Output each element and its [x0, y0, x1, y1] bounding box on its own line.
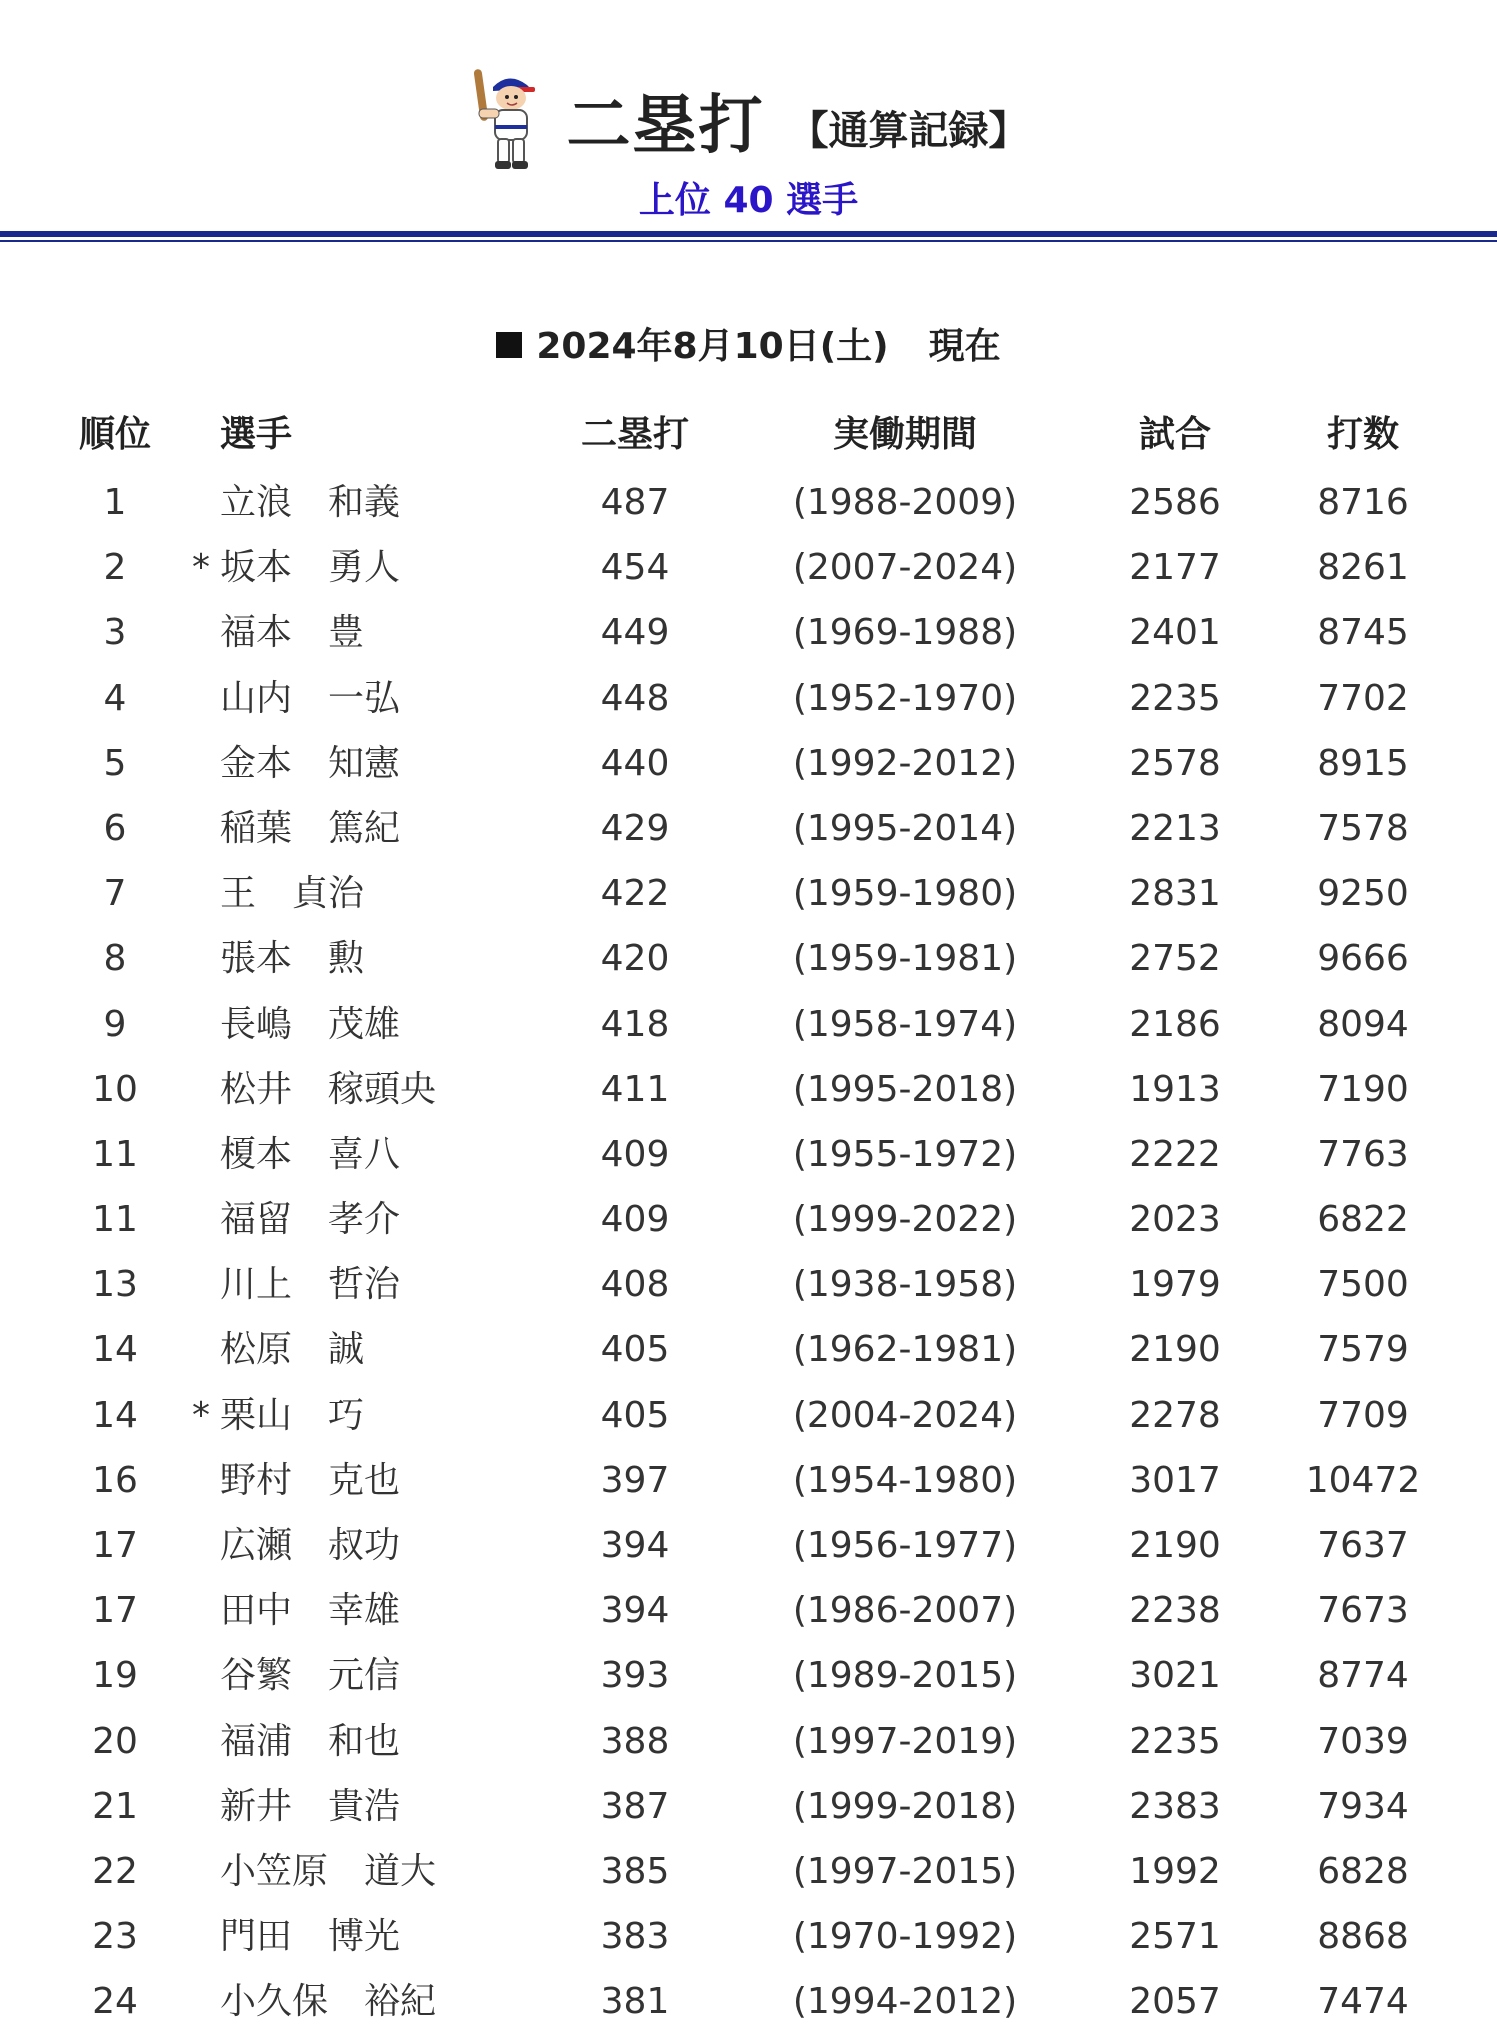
table-row [0, 731, 1497, 796]
at-bats-cell: 8868 [1317, 1916, 1409, 1958]
doubles-cell: 394 [600, 1590, 670, 1632]
table-body [0, 470, 1497, 2035]
games-cell: 2213 [1129, 807, 1221, 849]
rank-cell: 14 [92, 1394, 138, 1436]
column-header-doubles: 二塁打 [580, 414, 689, 455]
player-name-cell [220, 1774, 540, 1839]
table-row [0, 1187, 1497, 1252]
player-family-name: 谷繁 [220, 1655, 293, 1697]
table-row [0, 1839, 1497, 1904]
at-bats-cell: 7709 [1317, 1394, 1409, 1436]
player-given-name: 道大 [364, 1850, 437, 1892]
player-name-cell [220, 1383, 540, 1448]
player-family-name: 川上 [220, 1264, 293, 1306]
player-name-cell [220, 1709, 540, 1774]
period-cell: (1959-1981) [792, 938, 1018, 980]
rank-cell: 7 [103, 873, 127, 915]
table-row [0, 1252, 1497, 1317]
header-divider-thick [0, 231, 1497, 237]
at-bats-cell: 10472 [1305, 1459, 1421, 1501]
games-cell: 1979 [1129, 1264, 1221, 1306]
table-row [0, 470, 1497, 535]
rank-cell: 14 [92, 1329, 138, 1371]
table-row [0, 1317, 1497, 1382]
player-family-name: 山内 [220, 677, 293, 719]
table-row [0, 796, 1497, 861]
games-cell: 2190 [1129, 1525, 1221, 1566]
doubles-cell: 487 [600, 482, 670, 523]
player-given-name: 勇人 [328, 547, 401, 589]
at-bats-cell: 6822 [1317, 1199, 1409, 1241]
rank-cell: 1 [103, 482, 127, 523]
games-cell: 1992 [1129, 1850, 1221, 1892]
player-family-name: 福浦 [220, 1720, 293, 1762]
doubles-cell: 387 [600, 1785, 670, 1827]
games-cell: 2235 [1129, 677, 1221, 719]
doubles-cell: 418 [600, 1003, 670, 1045]
period-cell: (1994-2012) [792, 1981, 1018, 2023]
player-family-name: 小笠原 [220, 1850, 329, 1892]
table-row [0, 926, 1497, 991]
player-name-cell [220, 926, 540, 991]
player-name-cell [220, 535, 540, 600]
at-bats-cell: 7637 [1317, 1525, 1409, 1566]
doubles-cell: 397 [600, 1459, 670, 1501]
period-cell: (1999-2018) [792, 1785, 1018, 1827]
rank-cell: 16 [92, 1459, 138, 1501]
period-cell: (1999-2022) [792, 1199, 1018, 1241]
header-divider-thin [0, 240, 1497, 242]
games-cell: 2235 [1129, 1720, 1221, 1762]
at-bats-cell: 8094 [1317, 1003, 1409, 1045]
games-cell: 3017 [1129, 1459, 1221, 1501]
period-cell: (1997-2015) [792, 1850, 1018, 1892]
rank-cell: 10 [92, 1068, 138, 1110]
period-cell: (1995-2018) [792, 1068, 1018, 1110]
player-family-name: 福本 [220, 612, 293, 654]
player-given-name: 知憲 [328, 742, 401, 784]
at-bats-cell: 7702 [1317, 677, 1409, 719]
player-given-name: 貞治 [292, 873, 365, 915]
player-family-name: 松原 [220, 1329, 293, 1371]
period-cell: (1956-1977) [792, 1525, 1018, 1566]
doubles-cell: 388 [600, 1720, 670, 1762]
doubles-cell: 448 [600, 677, 670, 719]
page-title: 二塁打 [566, 89, 765, 163]
rank-cell: 21 [92, 1785, 138, 1827]
at-bats-cell: 7474 [1317, 1981, 1409, 2023]
doubles-cell: 385 [600, 1850, 670, 1892]
at-bats-cell: 7934 [1317, 1785, 1409, 1827]
player-family-name: 小久保 [220, 1981, 329, 2023]
player-given-name: 勲 [328, 938, 365, 980]
player-given-name: 一弘 [328, 677, 401, 719]
player-name-cell [220, 1839, 540, 1904]
player-name-cell [220, 1969, 540, 2034]
player-name-cell [220, 666, 540, 731]
column-header-games: 試合 [1138, 414, 1211, 455]
player-given-name: 孝介 [328, 1199, 401, 1241]
table-row [0, 1122, 1497, 1187]
rank-cell: 2 [103, 547, 127, 589]
table-row [0, 1643, 1497, 1708]
column-header-rank: 順位 [78, 414, 151, 455]
games-cell: 2190 [1129, 1329, 1221, 1371]
at-bats-cell: 8745 [1317, 612, 1409, 654]
doubles-cell: 440 [600, 742, 670, 784]
games-cell: 2578 [1129, 742, 1221, 784]
doubles-cell: 408 [600, 1264, 670, 1306]
player-given-name: 裕紀 [364, 1981, 437, 2023]
active-player-marker: * [192, 547, 210, 589]
period-cell: (1955-1972) [792, 1133, 1018, 1175]
player-family-name: 王 [220, 873, 257, 915]
player-given-name: 幸雄 [328, 1590, 401, 1632]
at-bats-cell: 8716 [1317, 482, 1409, 523]
player-name-cell [220, 1187, 540, 1252]
player-given-name: 和義 [328, 482, 401, 523]
games-cell: 2186 [1129, 1003, 1221, 1045]
period-cell: (1986-2007) [792, 1590, 1018, 1632]
rank-cell: 6 [103, 807, 127, 849]
table-row [0, 992, 1497, 1057]
player-given-name: 貴浩 [328, 1785, 401, 1827]
rank-cell: 24 [92, 1981, 138, 2023]
rank-cell: 3 [103, 612, 127, 654]
doubles-cell: 454 [600, 547, 670, 589]
player-given-name: 哲治 [328, 1264, 401, 1306]
games-cell: 1913 [1129, 1068, 1221, 1110]
doubles-cell: 405 [600, 1329, 670, 1371]
games-cell: 2383 [1129, 1785, 1221, 1827]
player-name-cell [220, 1448, 540, 1513]
player-family-name: 稲葉 [220, 807, 293, 849]
period-cell: (1992-2012) [792, 742, 1018, 784]
period-cell: (2004-2024) [792, 1394, 1018, 1436]
rank-cell: 11 [92, 1199, 138, 1241]
table-row [0, 600, 1497, 665]
games-cell: 2752 [1129, 938, 1221, 980]
player-family-name: 榎本 [220, 1133, 293, 1175]
player-family-name: 金本 [220, 742, 293, 784]
at-bats-cell: 6828 [1317, 1850, 1409, 1892]
table-row [0, 861, 1497, 926]
player-given-name: 豊 [328, 612, 365, 654]
page-subtitle: 上位 40 選手 [638, 180, 859, 221]
period-cell: (1969-1988) [792, 612, 1018, 654]
at-bats-cell: 9666 [1317, 938, 1409, 980]
column-header-at-bats: 打数 [1326, 414, 1399, 455]
as-of-date: 2024年8月10日(土) [536, 326, 889, 367]
doubles-cell: 420 [600, 938, 670, 980]
player-name-cell [220, 731, 540, 796]
doubles-cell: 409 [600, 1199, 670, 1241]
player-name-cell [220, 1317, 540, 1382]
as-of-suffix: 現在 [928, 326, 1001, 367]
table-row [0, 1709, 1497, 1774]
square-bullet-icon [496, 332, 522, 358]
doubles-cell: 405 [600, 1394, 670, 1436]
doubles-cell: 393 [600, 1655, 670, 1697]
records-table [0, 400, 1497, 2035]
period-cell: (1938-1958) [792, 1264, 1018, 1306]
doubles-cell: 394 [600, 1525, 670, 1566]
table-row [0, 1383, 1497, 1448]
games-cell: 2278 [1129, 1394, 1221, 1436]
rank-cell: 9 [103, 1003, 127, 1045]
page-title-suffix: 【通算記録】 [788, 107, 1029, 154]
player-name-cell [220, 861, 540, 926]
player-name-cell [220, 992, 540, 1057]
table-row [0, 1969, 1497, 2034]
player-given-name: 茂雄 [328, 1003, 401, 1045]
player-given-name: 稼頭央 [328, 1068, 437, 1110]
table-row [0, 1057, 1497, 1122]
player-name-cell [220, 1252, 540, 1317]
at-bats-cell: 7190 [1317, 1068, 1409, 1110]
doubles-cell: 449 [600, 612, 670, 654]
player-given-name: 和也 [328, 1720, 401, 1762]
doubles-cell: 383 [600, 1916, 670, 1958]
player-given-name: 喜八 [328, 1133, 401, 1175]
active-player-marker: * [192, 1394, 210, 1436]
period-cell: (1997-2019) [792, 1720, 1018, 1762]
rank-cell: 13 [92, 1264, 138, 1306]
period-cell: (1988-2009) [792, 482, 1018, 523]
table-header-row [0, 400, 1497, 470]
player-family-name: 新井 [220, 1785, 293, 1827]
games-cell: 3021 [1129, 1655, 1221, 1697]
player-given-name: 誠 [328, 1329, 365, 1371]
period-cell: (1959-1980) [792, 873, 1018, 915]
player-family-name: 栗山 [220, 1394, 293, 1436]
games-cell: 2238 [1129, 1590, 1221, 1632]
player-family-name: 長嶋 [220, 1003, 293, 1045]
games-cell: 2571 [1129, 1916, 1221, 1958]
player-name-cell [220, 1578, 540, 1643]
player-name-cell [220, 1513, 540, 1578]
player-name-cell [220, 470, 540, 535]
rank-cell: 23 [92, 1916, 138, 1958]
table-row [0, 1448, 1497, 1513]
games-cell: 2831 [1129, 873, 1221, 915]
doubles-cell: 381 [600, 1981, 670, 2023]
column-header-player: 選手 [220, 414, 293, 455]
period-cell: (1958-1974) [792, 1003, 1018, 1045]
at-bats-cell: 7579 [1317, 1329, 1409, 1371]
player-family-name: 門田 [220, 1916, 293, 1958]
rank-cell: 8 [103, 938, 127, 980]
table-row [0, 1774, 1497, 1839]
games-cell: 2023 [1129, 1199, 1221, 1241]
table-row [0, 1578, 1497, 1643]
column-header-period: 実働期間 [832, 414, 977, 455]
player-given-name: 巧 [328, 1394, 365, 1436]
player-given-name: 博光 [328, 1916, 401, 1958]
at-bats-cell: 7763 [1317, 1133, 1409, 1175]
rank-cell: 20 [92, 1720, 138, 1762]
period-cell: (1989-2015) [792, 1655, 1018, 1697]
player-name-cell [220, 1057, 540, 1122]
rank-cell: 4 [103, 677, 127, 719]
rank-cell: 5 [103, 742, 127, 784]
at-bats-cell: 9250 [1317, 873, 1409, 915]
at-bats-cell: 7673 [1317, 1590, 1409, 1632]
table-row [0, 666, 1497, 731]
period-cell: (1952-1970) [792, 677, 1018, 719]
rank-cell: 17 [92, 1590, 138, 1632]
player-given-name: 叔功 [328, 1525, 401, 1566]
at-bats-cell: 7578 [1317, 807, 1409, 849]
at-bats-cell: 8261 [1317, 547, 1409, 589]
at-bats-cell: 7500 [1317, 1264, 1409, 1306]
games-cell: 2586 [1129, 482, 1221, 523]
games-cell: 2057 [1129, 1981, 1221, 2023]
as-of-date-line [0, 318, 1497, 369]
title-row [0, 60, 1497, 180]
period-cell: (1954-1980) [792, 1459, 1018, 1501]
games-cell: 2401 [1129, 612, 1221, 654]
at-bats-cell: 8774 [1317, 1655, 1409, 1697]
player-name-cell [220, 600, 540, 665]
player-given-name: 篤紀 [328, 807, 401, 849]
player-name-cell [220, 1904, 540, 1969]
player-family-name: 広瀬 [220, 1525, 293, 1566]
table-row [0, 1513, 1497, 1578]
table-row [0, 535, 1497, 600]
period-cell: (1995-2014) [792, 807, 1018, 849]
rank-cell: 22 [92, 1850, 138, 1892]
baseball-batter-mascot-icon [469, 65, 539, 175]
games-cell: 2222 [1129, 1133, 1221, 1175]
at-bats-cell: 8915 [1317, 742, 1409, 784]
player-family-name: 福留 [220, 1199, 293, 1241]
player-family-name: 野村 [220, 1459, 293, 1501]
player-family-name: 張本 [220, 938, 293, 980]
page-header [0, 0, 1497, 250]
player-family-name: 坂本 [220, 547, 293, 589]
player-family-name: 立浪 [220, 482, 293, 523]
doubles-cell: 422 [600, 873, 670, 915]
period-cell: (2007-2024) [792, 547, 1018, 589]
rank-cell: 11 [92, 1133, 138, 1175]
player-family-name: 田中 [220, 1590, 293, 1632]
rank-cell: 19 [92, 1655, 138, 1697]
player-name-cell [220, 796, 540, 861]
at-bats-cell: 7039 [1317, 1720, 1409, 1762]
player-given-name: 克也 [328, 1459, 401, 1501]
doubles-cell: 411 [600, 1068, 670, 1110]
doubles-cell: 429 [600, 807, 670, 849]
player-given-name: 元信 [328, 1655, 401, 1697]
player-name-cell [220, 1643, 540, 1708]
period-cell: (1962-1981) [792, 1329, 1018, 1371]
player-family-name: 松井 [220, 1068, 293, 1110]
rank-cell: 17 [92, 1525, 138, 1566]
period-cell: (1970-1992) [792, 1916, 1018, 1958]
games-cell: 2177 [1129, 547, 1221, 589]
doubles-cell: 409 [600, 1133, 670, 1175]
player-name-cell [220, 1122, 540, 1187]
table-row [0, 1904, 1497, 1969]
